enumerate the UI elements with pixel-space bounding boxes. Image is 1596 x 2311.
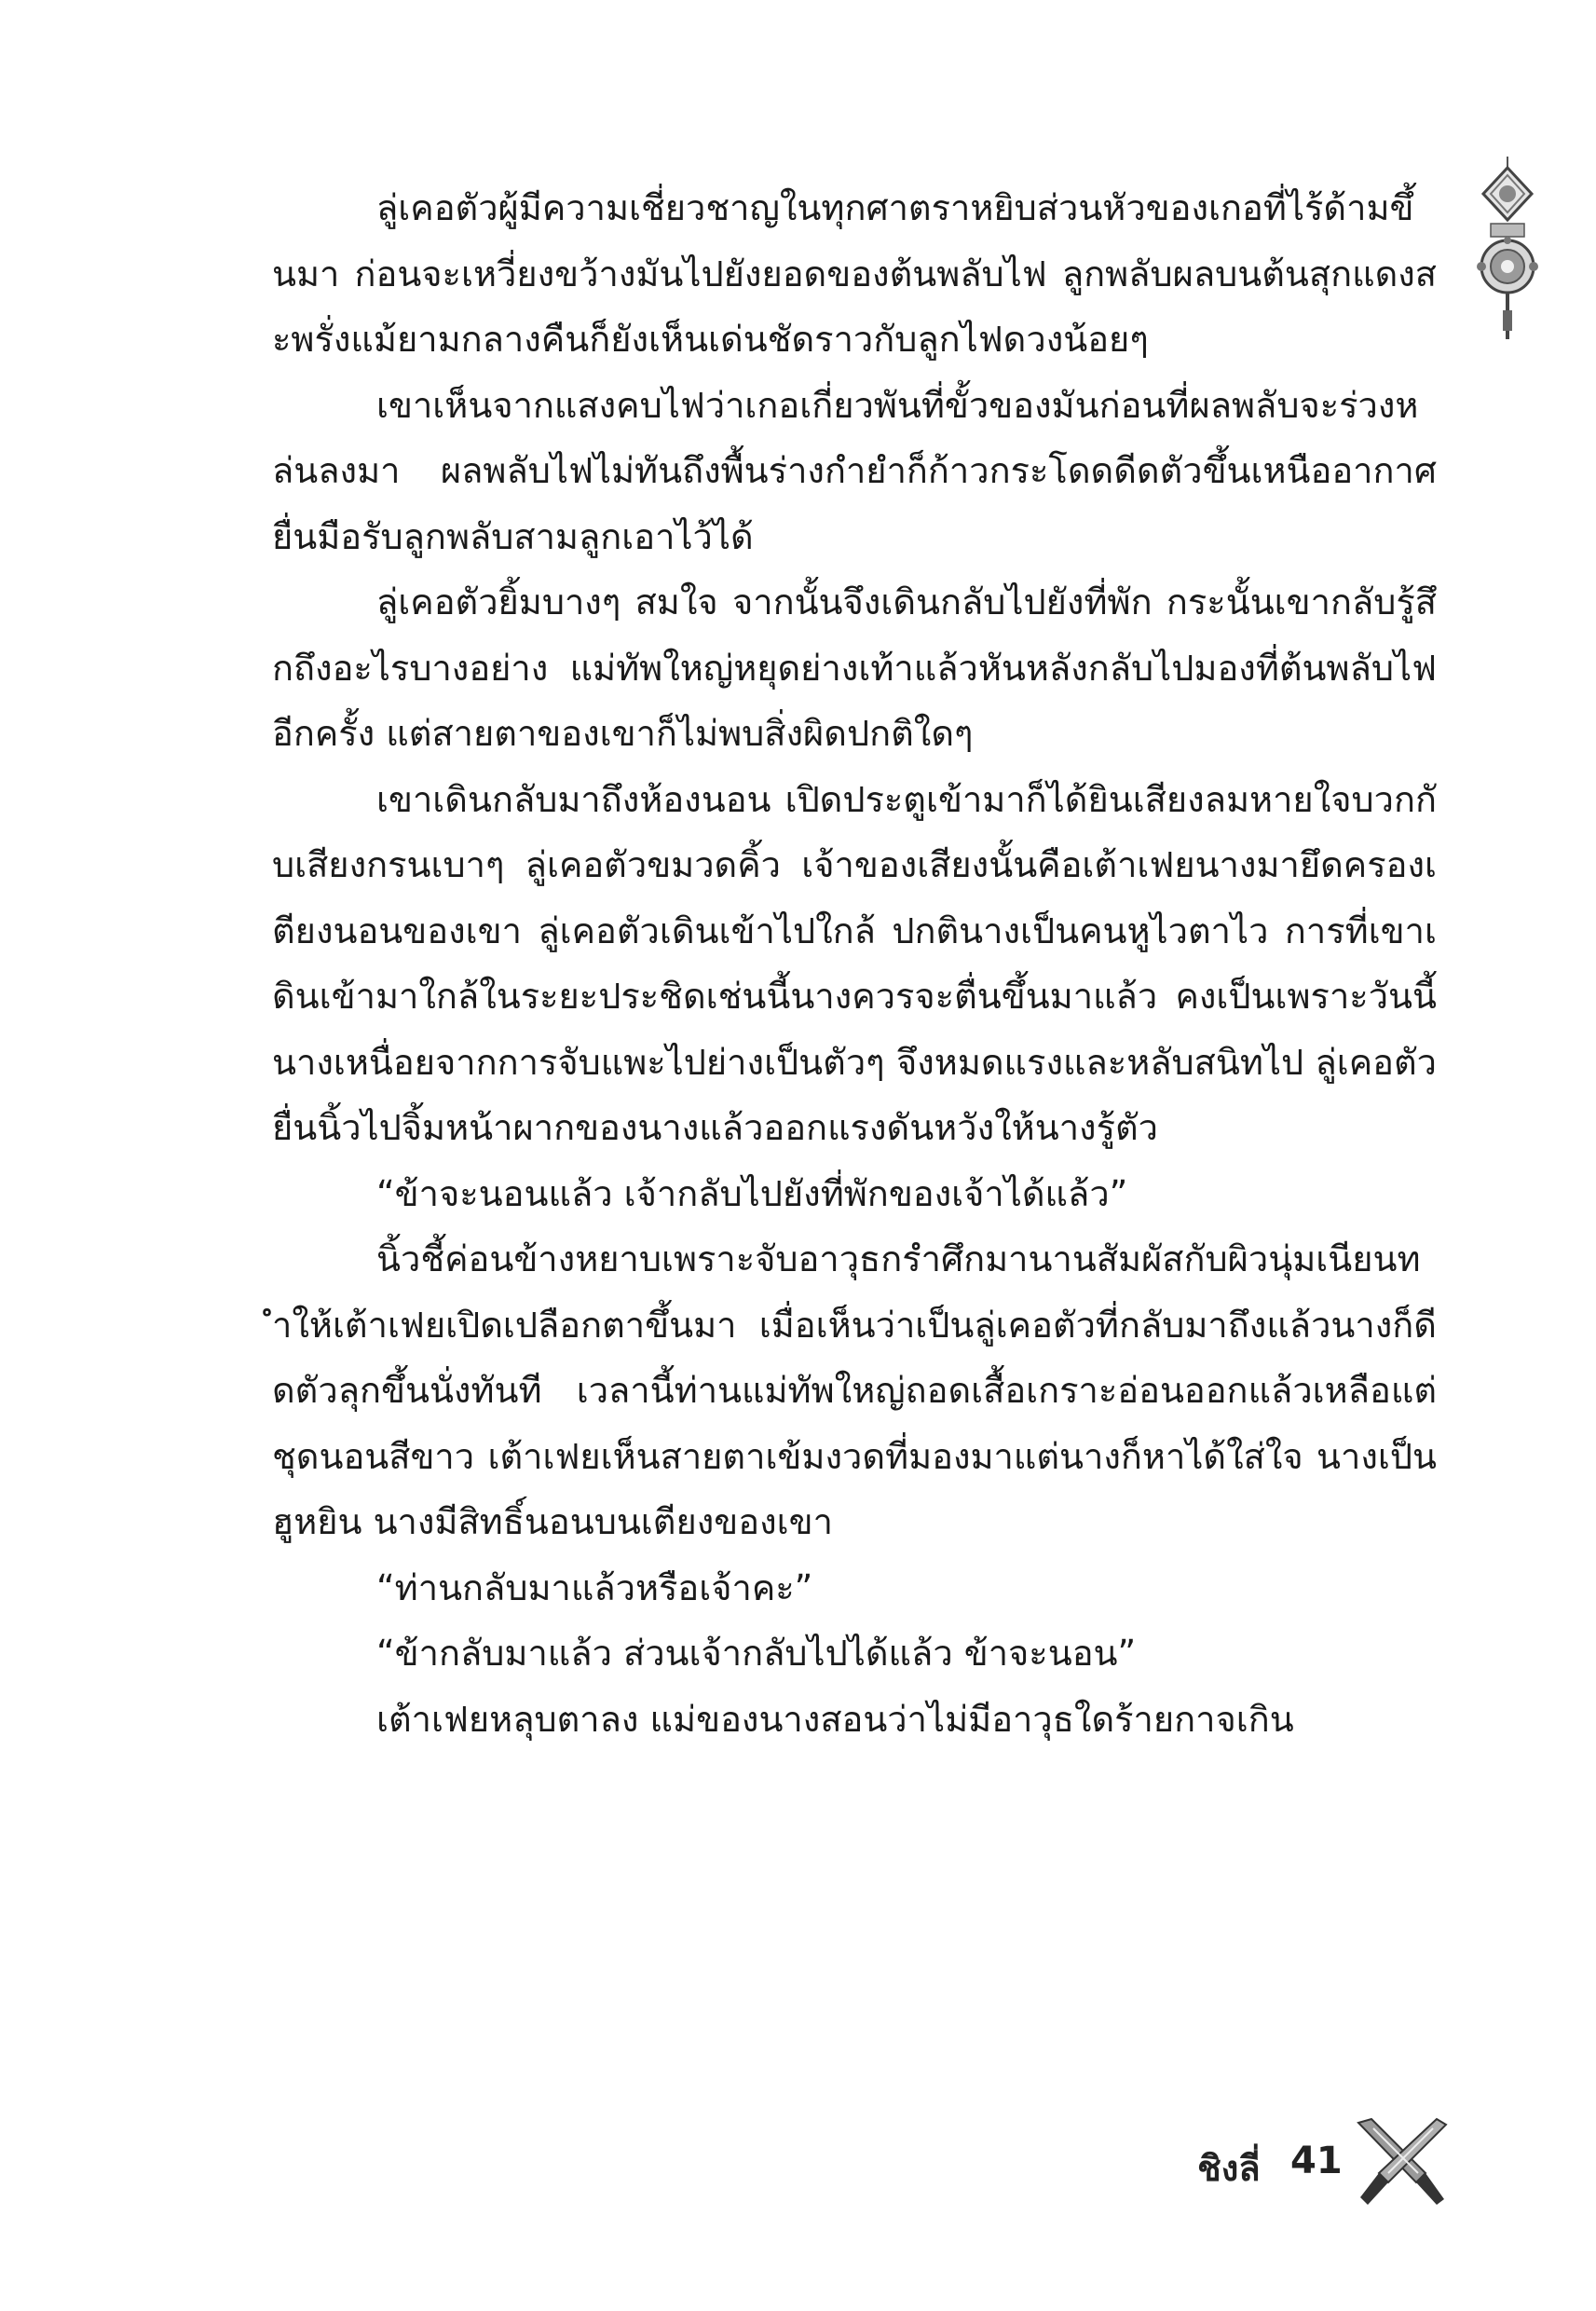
page-footer — [1081, 2115, 1453, 2227]
body-text — [272, 175, 1437, 1752]
paragraph: เขาเห็นจากแสงคบไฟว่าเกอเกี่ยวพันที่ขั้วของมันก่อนที่ผลพลับจะร่วงหล่นลงมา ผลพลับไฟไม่ทันถึงพื้นร่างกำยำก็ก้าวกระโดดดีดตัวขึ้นเหนืออากาศ ยื่นมือรับลูกพลับสามลูกเอาไว้ได้ — [272, 384, 1437, 557]
book-title: ชิงลี่ — [1197, 2148, 1261, 2189]
crossed-knives-icon — [1351, 2115, 1453, 2208]
dialogue-line: “ข้ากลับมาแล้ว ส่วนเจ้ากลับไปได้แล้ว ข้าจะนอน” — [376, 1633, 1137, 1674]
paragraph: ลู่เคอตัวผู้มีความเชี่ยวชาญในทุกศาตราหยิบส่วนหัวของเกอที่ไร้ด้ามขึ้นมา ก่อนจะเหวี่ยงขว้างมันไปยังยอดของต้นพลับไฟ ลูกพลับผลบนต้นสุกแดงสะพรั่งแม้ยามกลางคืนก็ยังเห็นเด่นชัดราวกับลูกไฟดวงน้อยๆ — [272, 187, 1437, 360]
page-number: 41 — [1290, 2140, 1343, 2182]
paragraph: นิ้วชี้ค่อนข้างหยาบเพราะจับอาวุธกรำศึกมานานสัมผัสกับผิวนุ่มเนียนทำให้เต้าเฟยเปิดเปลือกตาขึ้นมา เมื่อเห็นว่าเป็นลู่เคอตัวที่กลับมาถึงแล้วนางก็ดีดตัวลุกขึ้นนั่งทันที เวลานี้ท่านแม่ทัพใหญ่ถอดเสื้อเกราะอ่อนออกแล้วเหลือแต่ชุดนอนสีขาว เต้าเฟยเห็นสายตาเข้มงวดที่มองมาแต่นางก็หาได้ใส่ใจ นางเป็นฮูหยิน นางมีสิทธิ์นอนบนเตียงของเขา — [272, 1238, 1437, 1542]
paragraph: ลู่เคอตัวยิ้มบางๆ สมใจ จากนั้นจึงเดินกลับไปยังที่พัก กระนั้นเขากลับรู้สึกถึงอะไรบางอย่าง แม่ทัพใหญ่หยุดย่างเท้าแล้วหันหลังกลับไปมองที่ต้นพลับไฟอีกครั้ง แต่สายตาของเขาก็ไม่พบสิ่งผิดปกติใดๆ — [272, 581, 1437, 754]
paragraph: เต้าเฟยหลุบตาลง แม่ของนางสอนว่าไม่มีอาวุธใดร้ายกาจเกิน — [376, 1698, 1294, 1740]
dialogue-line: “ข้าจะนอนแล้ว เจ้ากลับไปยังที่พักของเจ้าได้แล้ว” — [376, 1172, 1128, 1214]
paragraph: เขาเดินกลับมาถึงห้องนอน เปิดประตูเข้ามาก็ได้ยินเสียงลมหายใจบวกกับเสียงกรนเบาๆ ลู่เคอตัวขมวดคิ้ว เจ้าของเสียงนั้นคือเต้าเฟยนางมายึดครองเตียงนอนของเขา ลู่เคอตัวเดินเข้าไปใกล้ ปกตินางเป็นคนหูไวตาไว การที่เขาเดินเข้ามาใกล้ในระยะประชิดเช่นนี้นางควรจะตื่นขึ้นมาแล้ว คงเป็นเพราะวันนี้นางเหนื่อยจากการจับแพะไปย่างเป็นตัวๆ จึงหมดแรงและหลับสนิทไป ลู่เคอตัวยื่นนิ้วไปจิ้มหน้าผากของนางแล้วออกแรงดันหวังให้นางรู้ตัว — [272, 778, 1437, 1148]
dialogue-line: “ท่านกลับมาแล้วหรือเจ้าคะ” — [376, 1566, 813, 1608]
ornamental-seal-icon — [1470, 157, 1545, 343]
